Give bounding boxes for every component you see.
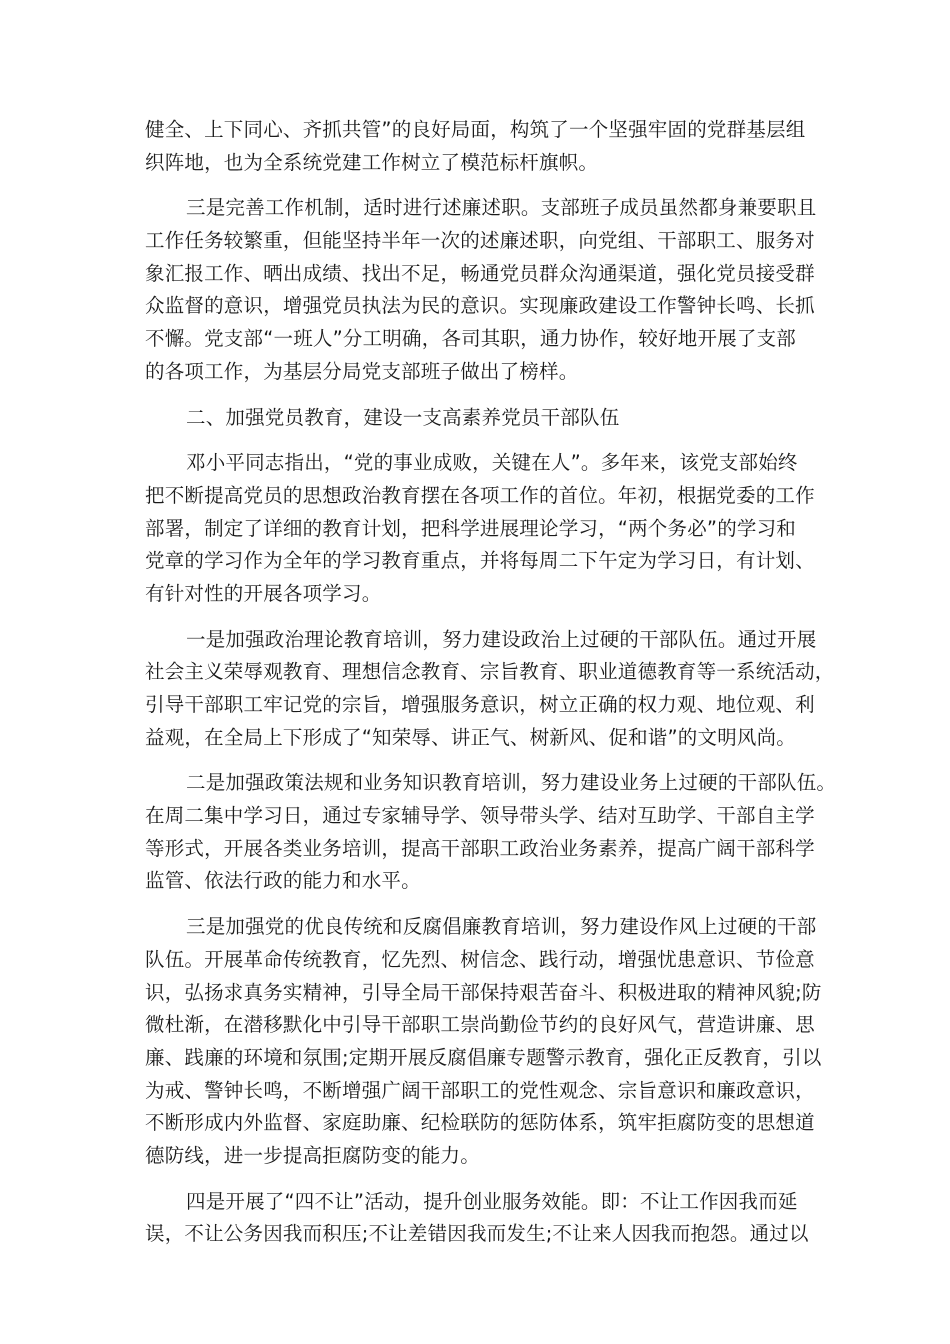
- text-line: 有针对性的开展各项学习。: [145, 581, 382, 605]
- text-line: 益观，在全局上下形成了“知荣辱、讲正气、树新风、促和谐”的文明风尚。: [145, 725, 797, 749]
- text-line: 不断形成内外监督、家庭助廉、纪检联防的惩防体系，筑牢拒腐防变的思想道: [145, 1111, 815, 1135]
- text-line: 三是完善工作机制，适时进行述廉述职。支部班子成员虽然都身兼要职且: [186, 196, 817, 220]
- text-line: 社会主义荣辱观教育、理想信念教育、宗旨教育、职业道德教育等一系统活动，: [145, 660, 835, 684]
- text-line: 在周二集中学习日，通过专家辅导学、领导带头学、结对互助学、干部自主学: [145, 804, 815, 828]
- text-line: 不懈。党支部“一班人”分工明确，各司其职，通力协作，较好地开展了支部: [145, 327, 797, 351]
- text-line: 队伍。开展革命传统教育，忆先烈、树信念、践行动，增强忧患意识、节俭意: [145, 947, 815, 971]
- paragraph: [145, 767, 837, 898]
- text-line: 监管、依法行政的能力和水平。: [145, 869, 421, 893]
- paragraph: [145, 192, 817, 388]
- text-line: 健全、上下同心、齐抓共管”的良好局面，构筑了一个坚强牢固的党群基层组: [145, 118, 806, 141]
- text-line: 识，弘扬求真务实精神，引导全局干部保持艰苦奋斗、积极进取的精神风貌;防: [145, 980, 822, 1004]
- text-line: 党章的学习作为全年的学习教育重点，并将每周二下午定为学习日，有计划、: [145, 549, 815, 573]
- text-line: 微杜渐，在潜移默化中引导干部职工崇尚勤俭节约的良好风气，营造讲廉、思: [145, 1013, 815, 1037]
- text-line: 象汇报工作、晒出成绩、找出不足，畅通党员群众沟通渠道，强化党员接受群: [145, 261, 815, 285]
- text-line: 邓小平同志指出，“党的事业成败，关键在人”。多年来，该党支部始终: [186, 451, 798, 475]
- text-line: 廉、践廉的环境和氛围;定期开展反腐倡廉专题警示教育，强化正反教育，引以: [145, 1045, 822, 1069]
- paragraph: [145, 911, 822, 1173]
- text-line: 部署，制定了详细的教育计划，把科学进展理论学习，“两个务必”的学习和: [145, 516, 797, 540]
- text-line: 误，不让公务因我而积压;不让差错因我而发生;不让来人因我而抱怨。通过以: [145, 1222, 809, 1246]
- paragraph: [145, 447, 815, 610]
- text-line: 把不断提高党员的思想政治教育摆在各项工作的首位。年初，根据党委的工作: [145, 483, 815, 507]
- section-heading: [145, 402, 805, 435]
- heading-line: 二、加强党员教育，建设一支高素养党员干部队伍: [186, 405, 620, 429]
- text-line: 四是开展了“四不让”活动，提升创业服务效能。即：不让工作因我而延: [186, 1189, 798, 1213]
- text-line: 织阵地，也为全系统党建工作树立了模范标杆旗帜。: [145, 150, 599, 174]
- text-line: 引导干部职工牢记党的宗旨，增强服务意识，树立正确的权力观、地位观、利: [145, 693, 815, 716]
- text-line: 为戒、警钟长鸣，不断增强广阔干部职工的党性观念、宗旨意识和廉政意识，: [145, 1078, 815, 1102]
- text-line: 工作任务较繁重，但能坚持半年一次的述廉述职，向党组、干部职工、服务对: [145, 229, 815, 253]
- text-line: 众监督的意识，增强党员执法为民的意识。实现廉政建设工作警钟长鸣、长抓: [145, 294, 815, 318]
- text-line: 二是加强政策法规和业务知识教育培训，努力建设业务上过硬的干部队伍。: [186, 771, 837, 795]
- text-line: 的各项工作，为基层分局党支部班子做出了榜样。: [145, 359, 579, 383]
- paragraph: [145, 624, 835, 755]
- document-body: [145, 114, 837, 1251]
- paragraph: [145, 114, 805, 179]
- text-line: 德防线，进一步提高拒腐防变的能力。: [145, 1143, 480, 1167]
- text-line: 等形式，开展各类业务培训，提高干部职工政治业务素养，提高广阔干部科学: [145, 836, 815, 860]
- text-line: 一是加强政治理论教育培训，努力建设政治上过硬的干部队伍。通过开展: [186, 627, 817, 651]
- paragraph: [145, 1186, 809, 1251]
- text-line: 三是加强党的优良传统和反腐倡廉教育培训，努力建设作风上过硬的干部: [186, 915, 817, 939]
